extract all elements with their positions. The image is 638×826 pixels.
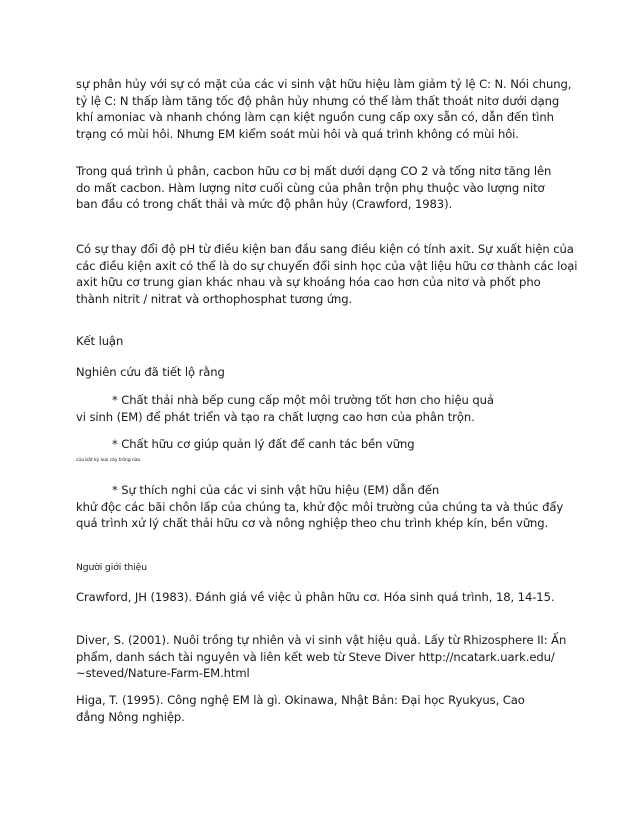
text-line: Diver, S. (2001). Nuôi trồng tự nhiên và vi sinh vật hiệu quả. Lấy từ Rhizosphere II: Ấn (76, 633, 567, 647)
text-line: sự phân hủy với sự có mặt của các vi sinh vật hữu hiệu làm giảm tỷ lệ C: N. Nói chung, (76, 77, 572, 91)
text-line: quá trình xử lý chất thải hữu cơ và nông nghiệp theo chu trình khép kín, bền vững. (76, 516, 549, 530)
text-line: ~steved/Nature-Farm-EM.html (76, 666, 250, 680)
text-line: phẩm, danh sách tài nguyên và liên kết web từ Steve Diver http://ncatark.uark.edu/ (76, 649, 555, 664)
text-line: * Chất hữu cơ giúp quản lý đất để canh tác bền vững (112, 437, 415, 451)
text-line: trạng có mùi hôi. Nhưng EM kiểm soát mùi hôi và quá trình không có mùi hôi. (76, 126, 519, 141)
text-line: * Chất thải nhà bếp cung cấp một môi trường tốt hơn cho hiệu quả (112, 393, 494, 407)
conclusion-bullet-1 (76, 392, 576, 425)
text-line: vi sinh (EM) để phát triển và tạo ra chất lượng cao hơn của phân trộn. (76, 409, 475, 424)
reference-crawford: Crawford, JH (1983). Đánh giá về việc ủ phân hữu cơ. Hóa sinh quá trình, 18, 14-15. (76, 590, 555, 604)
conclusion-bullet-3 (76, 482, 576, 532)
text-line: tỷ lệ C: N thấp làm tăng tốc độ phân hủy nhưng có thể làm thất thoát nitơ dưới dạng (76, 93, 560, 108)
conclusion-bullet-2 (76, 436, 576, 453)
conclusion-intro: Nghiên cứu đã tiết lộ rằng (76, 365, 225, 379)
reference-diver (76, 632, 576, 682)
text-line: khí amoniac và nhanh chóng làm cạn kiệt nguồn cung cấp oxy sẵn có, dẫn đến tình (76, 110, 554, 124)
bullet-2-footnote: của bất kỳ loại cây trồng nào. (76, 458, 142, 463)
text-line: đẳng Nông nghiệp. (76, 709, 185, 724)
text-line: Trong quá trình ủ phân, cacbon hữu cơ bị mất dưới dạng CO 2 và tổng nitơ tăng lên (76, 164, 552, 178)
text-line: các điều kiện axit có thể là do sự chuyển đổi sinh học của vật liệu hữu cơ thành các loại (76, 258, 578, 273)
text-line: khử độc các bãi chôn lấp của chúng ta, khử độc môi trường của chúng ta và thúc đẩy (76, 499, 564, 514)
paragraph-carbon-loss (76, 163, 576, 213)
text-line: Higa, T. (1995). Công nghệ EM là gì. Okinawa, Nhật Bản: Đại học Ryukyus, Cao (76, 693, 525, 707)
text-line: axit hữu cơ trung gian khác nhau và sự khoáng hóa cao hơn của nitơ và phốt pho (76, 275, 541, 289)
text-line: * Sự thích nghi của các vi sinh vật hữu hiệu (EM) dẫn đến (112, 483, 440, 497)
text-line: Có sự thay đổi độ pH từ điều kiện ban đầu sang điều kiện có tính axit. Sự xuất hiện của (76, 242, 574, 256)
paragraph-ph-change (76, 241, 576, 307)
text-line: thành nitrit / nitrat và orthophosphat tương ứng. (76, 291, 353, 306)
text-line: ban đầu có trong chất thải và mức độ phân hủy (Crawford, 1983). (76, 197, 453, 211)
paragraph-decomposition (76, 76, 576, 142)
conclusion-heading: Kết luận (76, 334, 124, 348)
text-line: do mất cacbon. Hàm lượng nitơ cuối cùng của phân trộn phụ thuộc vào lượng nitơ (76, 180, 545, 195)
reference-higa (76, 692, 576, 725)
references-heading: Người giới thiệu (76, 562, 147, 573)
